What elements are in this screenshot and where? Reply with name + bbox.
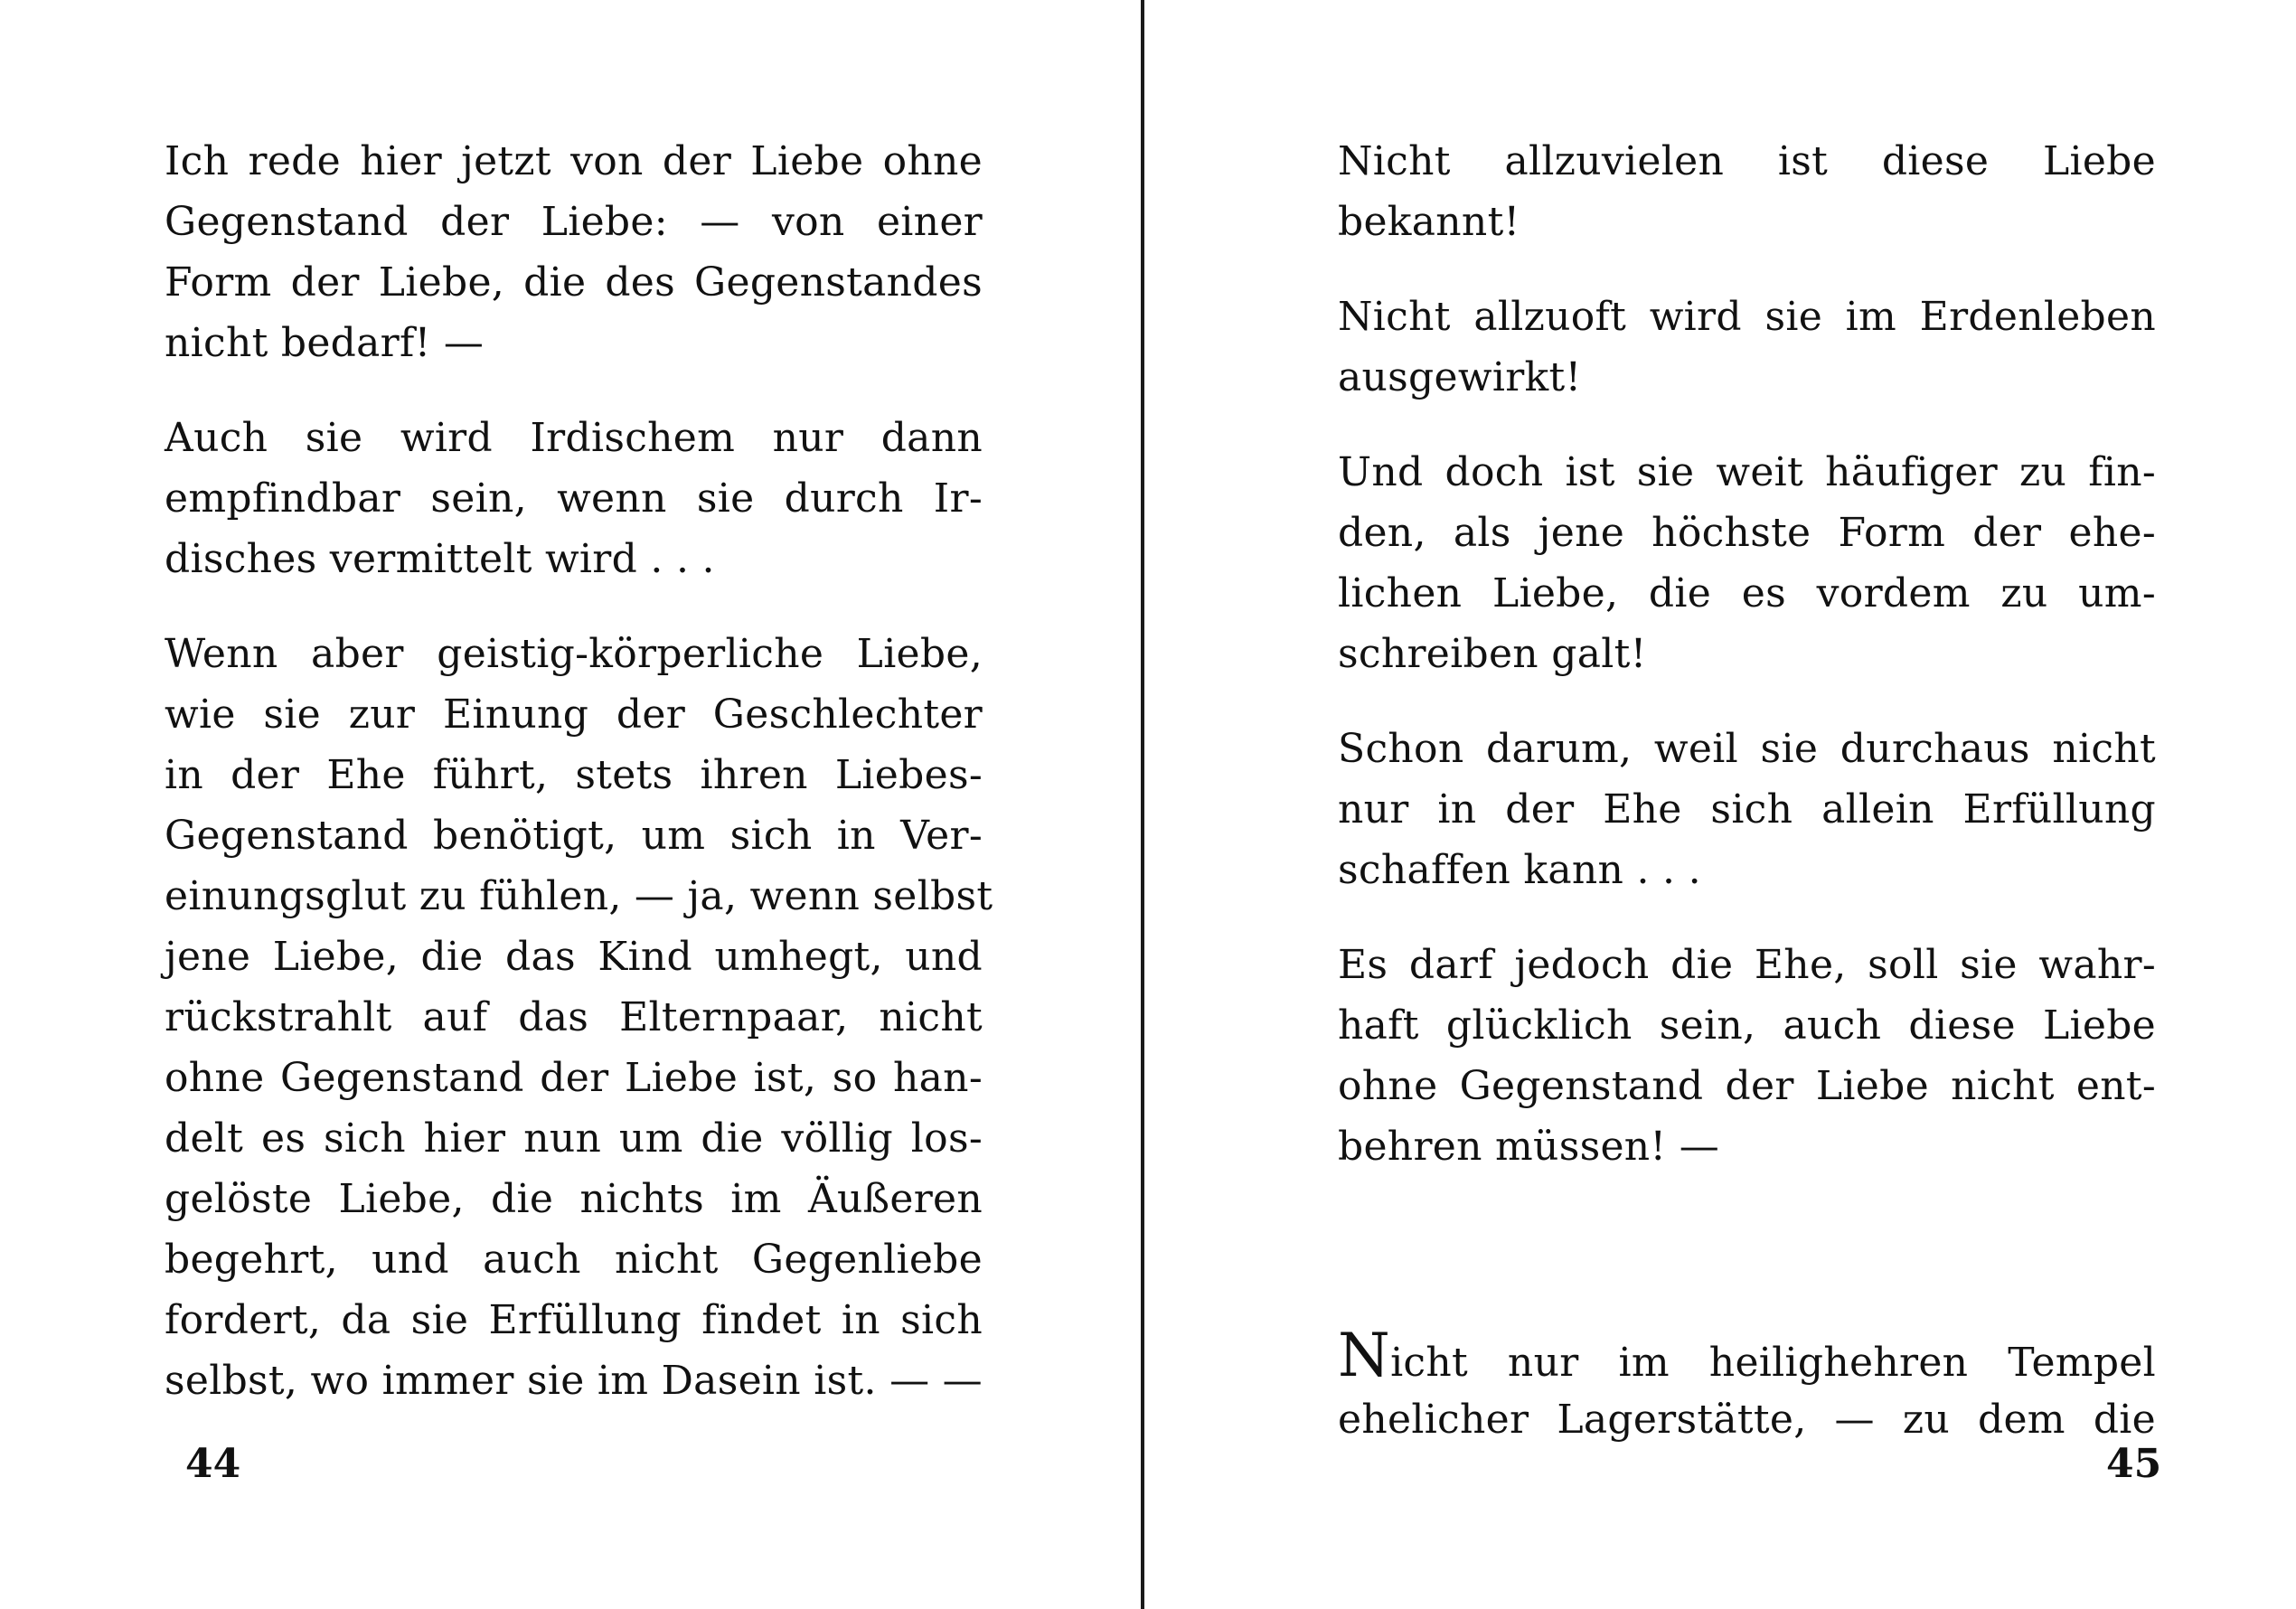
- text-line: ohne Gegenstand der Liebe ist, so han-: [165, 1055, 983, 1101]
- text-line: den, als jene höchste Form der ehe-: [1338, 510, 2156, 556]
- left-paragraph-1: [165, 131, 983, 373]
- text-line: Es darf jedoch die Ehe, soll sie wahr-: [1338, 942, 2156, 988]
- text-line: Wenn aber geistig-körperliche Liebe,: [165, 631, 983, 677]
- text-line: selbst, wo immer sie im Dasein ist. — —: [165, 1358, 983, 1404]
- section-break: [1338, 1211, 2156, 1329]
- book-gutter-shadow: [1141, 0, 1144, 1609]
- text-line: fordert, da sie Erfüllung findet in sich: [165, 1297, 983, 1343]
- text-line: delt es sich hier nun um die völlig los-: [165, 1115, 983, 1162]
- right-paragraph-1: [1338, 131, 2156, 252]
- text-line: Schon darum, weil sie durchaus nicht: [1338, 726, 2156, 772]
- text-line: ehelicher Lagerstätte, — zu dem die: [1338, 1397, 2156, 1443]
- text-line: [1338, 1321, 2156, 1390]
- text-line: Form der Liebe, die des Gegenstandes: [165, 259, 983, 306]
- text-line: lichen Liebe, die es vordem zu um-: [1338, 570, 2156, 616]
- drop-cap-line-rest: icht nur im heilighehren Tempel: [1390, 1340, 2156, 1386]
- left-paragraph-3: [165, 624, 993, 1411]
- text-line: einungsglut zu fühlen, — ja, wenn selbst: [165, 873, 993, 919]
- text-line: empfindbar sein, wenn sie durch Ir-: [165, 475, 983, 522]
- text-line: nur in der Ehe sich allein Erfüllung: [1338, 786, 2156, 833]
- text-line: ausgewirkt!: [1338, 354, 1582, 400]
- text-line: bekannt!: [1338, 199, 1520, 245]
- text-line: haft glücklich sein, auch diese Liebe: [1338, 1002, 2156, 1049]
- right-new-section: [1338, 1321, 2156, 1450]
- text-line: disches vermittelt wird . . .: [165, 536, 715, 582]
- left-paragraph-2: [165, 408, 983, 589]
- text-line: jene Liebe, die das Kind umhegt, und: [165, 934, 983, 980]
- text-line: gelöste Liebe, die nichts im Äußeren: [165, 1176, 983, 1222]
- right-paragraph-4: [1338, 719, 2156, 900]
- text-line: Gegenstand der Liebe: — von einer: [165, 199, 983, 245]
- text-line: schreiben galt!: [1338, 631, 1647, 677]
- text-line: Auch sie wird Irdischem nur dann: [165, 415, 983, 461]
- left-page: [165, 131, 993, 1445]
- text-line: Gegenstand benötigt, um sich in Ver-: [165, 813, 983, 859]
- text-line: behren müssen! —: [1338, 1124, 1720, 1170]
- text-line: Und doch ist sie weit häufiger zu fin-: [1338, 449, 2156, 495]
- text-line: Nicht allzuvielen ist diese Liebe: [1338, 138, 2156, 184]
- text-line: Ich rede hier jetzt von der Liebe ohne: [165, 138, 983, 184]
- right-page: [1338, 131, 2156, 1484]
- text-line: Nicht allzuoft wird sie im Erdenleben: [1338, 294, 2156, 340]
- text-line: in der Ehe führt, stets ihren Liebes-: [165, 752, 983, 798]
- right-paragraph-3: [1338, 442, 2156, 684]
- text-line: schaffen kann . . .: [1338, 847, 1701, 893]
- right-paragraph-5: [1338, 935, 2156, 1177]
- text-line: begehrt, und auch nicht Gegenliebe: [165, 1237, 983, 1283]
- drop-cap: N: [1338, 1321, 1391, 1390]
- text-line: nicht bedarf! —: [165, 320, 485, 366]
- right-paragraph-2: [1338, 287, 2156, 408]
- text-line: ohne Gegenstand der Liebe nicht ent-: [1338, 1063, 2156, 1109]
- page-number-right: 45: [2106, 1441, 2162, 1487]
- page-number-left: 44: [185, 1441, 241, 1487]
- text-line: rückstrahlt auf das Elternpaar, nicht: [165, 994, 983, 1040]
- text-line: wie sie zur Einung der Geschlechter: [165, 692, 983, 738]
